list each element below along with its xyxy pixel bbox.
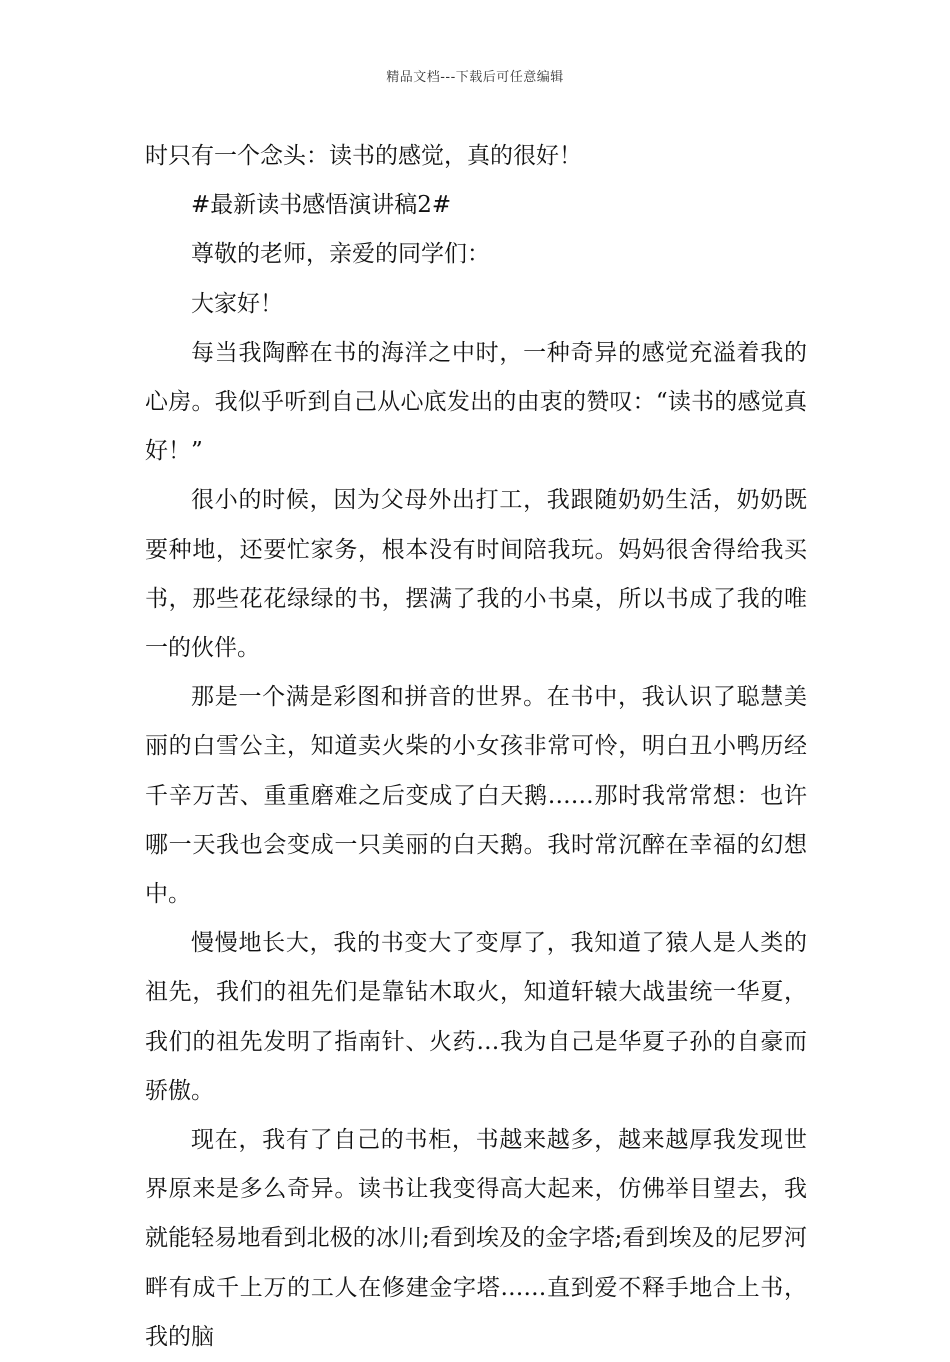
document-body bbox=[145, 132, 807, 1362]
page-header: 精品文档---下载后可任意编辑 bbox=[386, 70, 564, 85]
paragraph-8: 慢慢地长大，我的书变大了变厚了，我知道了猿人是人类的祖先，我们的祖先们是靠钻木取火，知道轩辕大战蚩统一华夏，我们的祖先发明了指南针、火药…我为自己是华夏子孙的自豪而骄傲。 bbox=[145, 930, 807, 1104]
paragraph-7: 那是一个满是彩图和拼音的世界。在书中，我认识了聪慧美丽的白雪公主，知道卖火柴的小女孩非常可怜，明白丑小鸭历经千辛万苦、重重磨难之后变成了白天鹅……那时我常常想：也许哪一天我也会变成一只美丽的白天鹅。我时常沉醉在幸福的幻想中。 bbox=[145, 684, 807, 908]
paragraph-5: 每当我陶醉在书的海洋之中时，一种奇异的感觉充溢着我的心房。我似乎听到自己从心底发出的由衷的赞叹：“读书的感觉真好！” bbox=[145, 339, 807, 465]
paragraph-1: 时只有一个念头：读书的感觉，真的很好！ bbox=[145, 143, 582, 169]
paragraph-2: #最新读书感悟演讲稿2# bbox=[191, 192, 452, 219]
paragraph-3: 尊敬的老师，亲爱的同学们： bbox=[191, 241, 490, 268]
paragraph-9: 现在，我有了自己的书柜，书越来越多，越来越厚我发现世界原来是多么奇异。读书让我变得高大起来，仿佛举目望去，我就能轻易地看到北极的冰川;看到埃及的金字塔;看到埃及的尼罗河畔有成千上万的工人在修建金字塔……直到爱不释手地合上书，我的脑 bbox=[145, 1127, 807, 1350]
paragraph-4: 大家好！ bbox=[191, 290, 283, 317]
paragraph-6: 很小的时候，因为父母外出打工，我跟随奶奶生活，奶奶既要种地，还要忙家务，根本没有时间陪我玩。妈妈很舍得给我买书，那些花花绿绿的书，摆满了我的小书桌，所以书成了我的唯一的伙伴。 bbox=[145, 487, 807, 662]
